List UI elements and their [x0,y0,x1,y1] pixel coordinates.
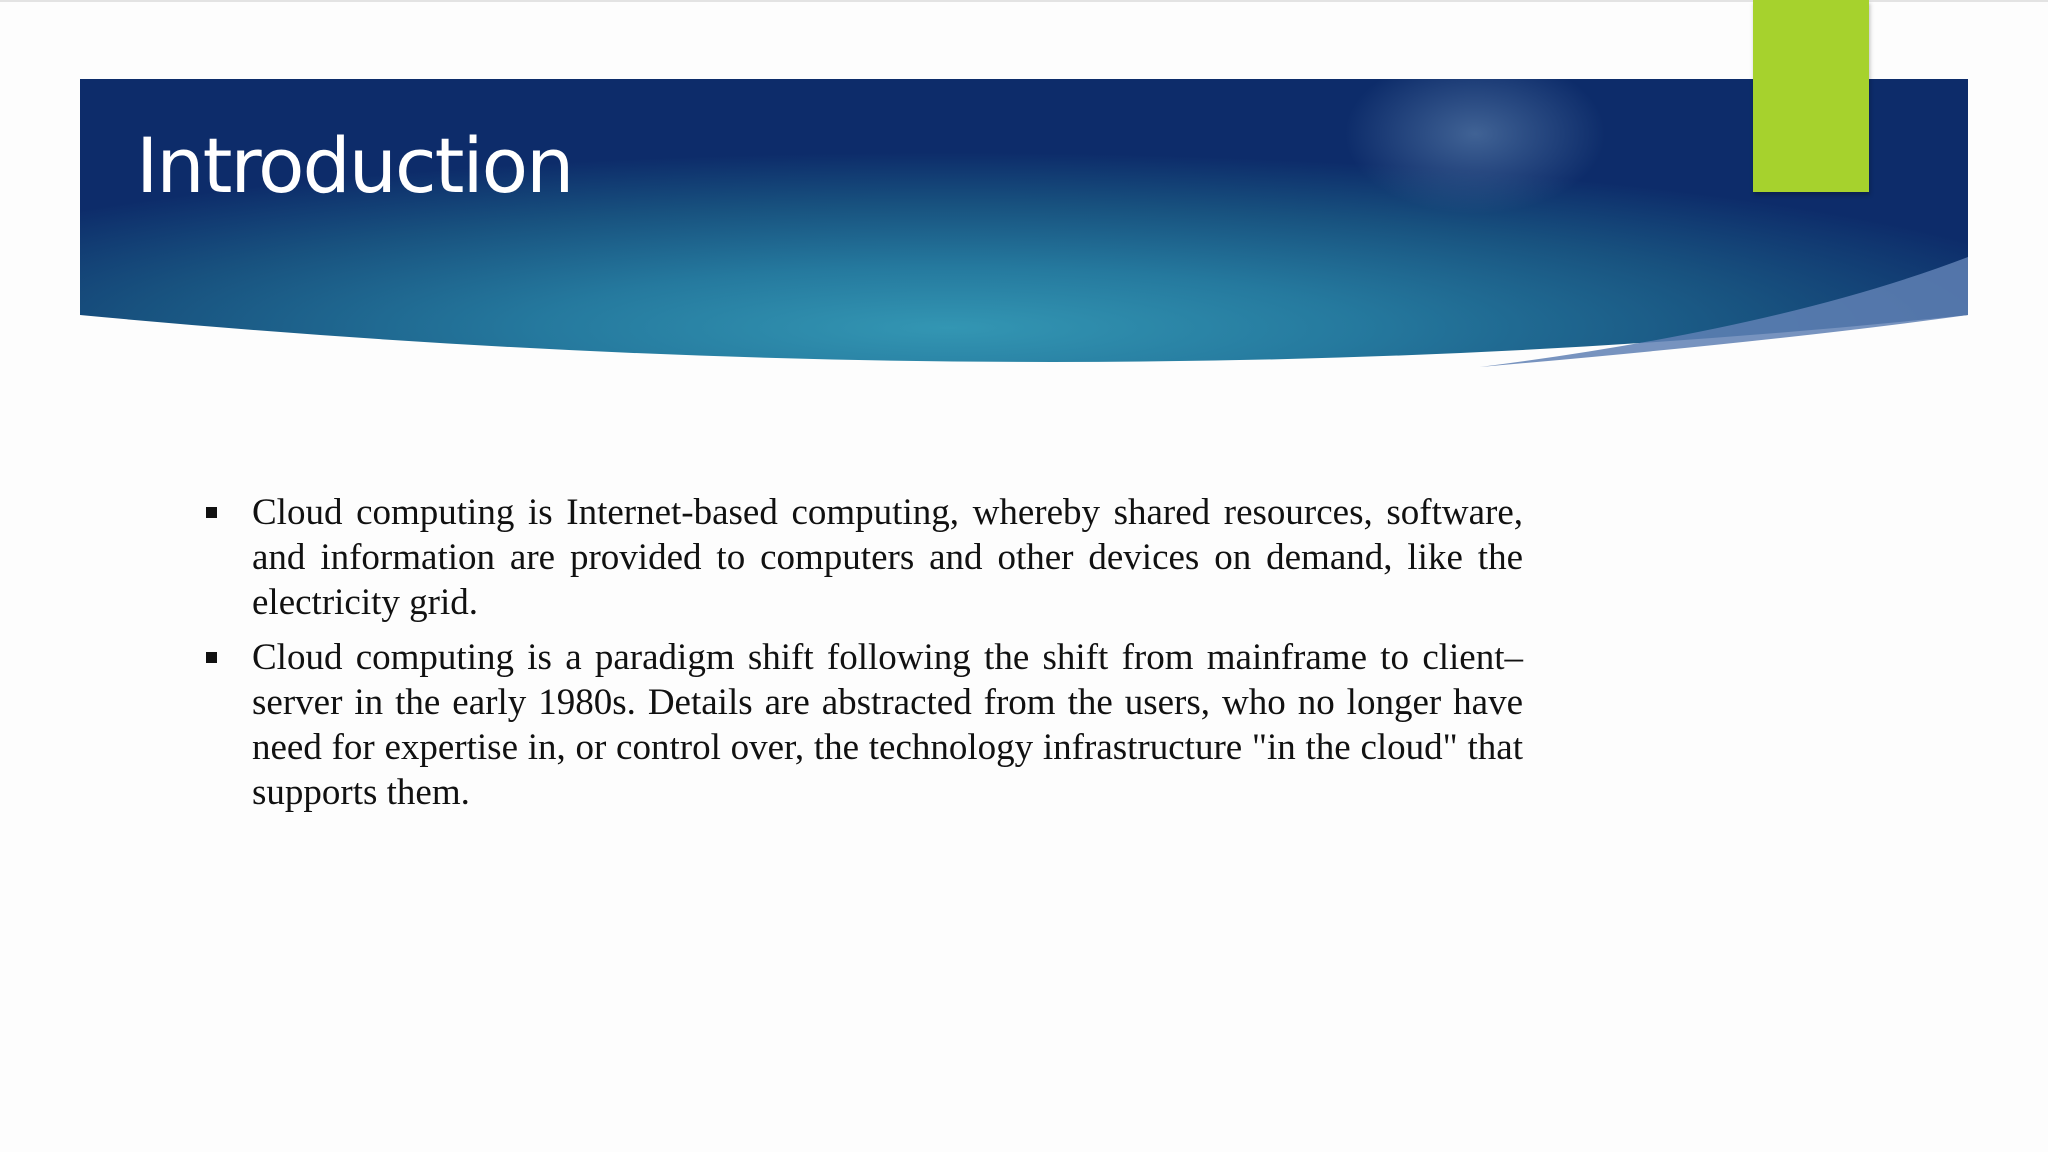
bullet-text: Cloud computing is a paradigm shift following the shift from mainframe to client–server in the early 1980s. Details are abstracted from the users, who no longer have need for expertise in, or control over, the technology infrastructure "in the cloud" that supports them. [252,637,1523,813]
bullet-text: Cloud computing is Internet-based computing, whereby shared resources, software, and information are provided to computers and other devices on demand, like the electricity grid. [252,492,1523,623]
bullet-item [200,635,1523,815]
bullet-item [200,490,1523,625]
top-border [0,0,2048,2]
square-bullet-icon [206,507,217,518]
bullet-list [200,490,1523,815]
slide-content [200,490,1523,825]
accent-tab [1753,0,1869,192]
slide-title: Introduction [136,121,573,210]
square-bullet-icon [206,652,217,663]
